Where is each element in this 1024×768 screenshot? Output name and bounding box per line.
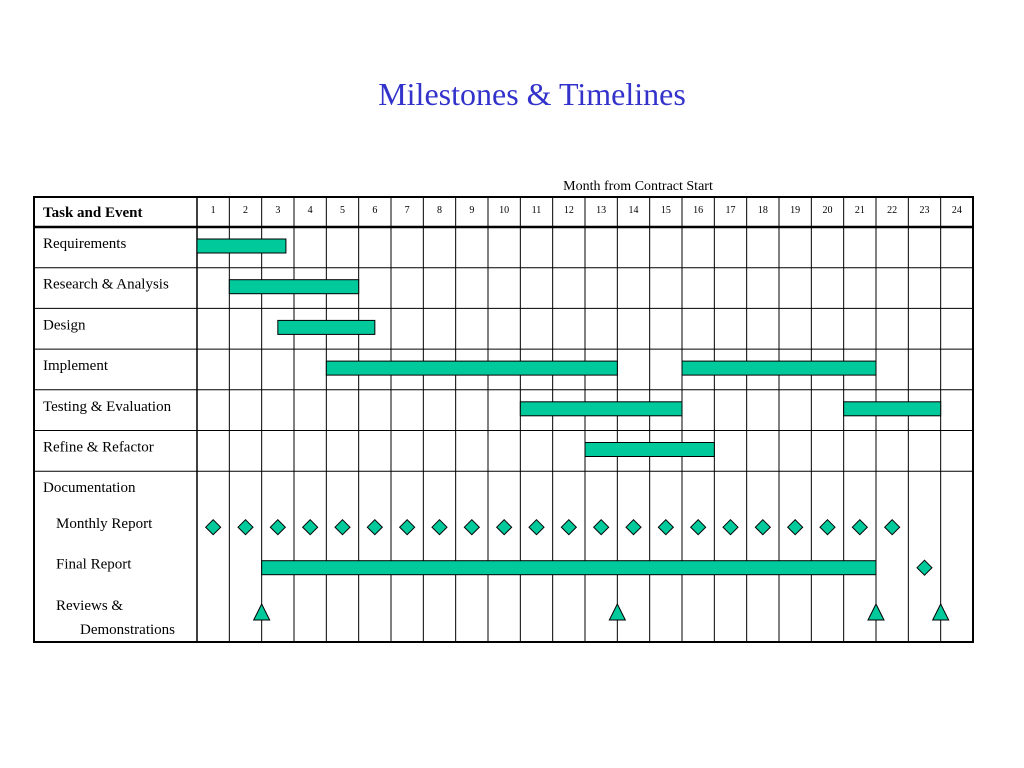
month-tick-9: 9 — [469, 205, 475, 216]
month-tick-17: 17 — [725, 205, 736, 216]
milestone-diamond-monthly-report-6 — [400, 520, 415, 535]
month-tick-16: 16 — [693, 205, 704, 216]
milestone-diamond-monthly-report-5 — [367, 520, 382, 535]
milestone-triangle-2 — [868, 604, 884, 620]
month-tick-11: 11 — [531, 205, 542, 216]
month-tick-21: 21 — [854, 205, 865, 216]
milestone-diamond-monthly-report-1 — [238, 520, 253, 535]
milestone-diamond-monthly-report-15 — [691, 520, 706, 535]
milestone-diamond-monthly-report-16 — [723, 520, 738, 535]
month-tick-3: 3 — [275, 205, 281, 216]
milestone-triangle-3 — [933, 604, 949, 620]
milestone-diamond-monthly-report-0 — [206, 520, 221, 535]
milestone-diamond-monthly-report-3 — [303, 520, 318, 535]
milestone-diamond-monthly-report-17 — [755, 520, 770, 535]
row-label-reviews-demonstrations-1: Reviews & — [56, 598, 124, 614]
table-border — [34, 197, 973, 642]
month-tick-13: 13 — [596, 205, 607, 216]
milestone-diamond-monthly-report-19 — [820, 520, 835, 535]
bar-implement-0 — [326, 361, 617, 375]
row-label-final-report: Final Report — [56, 556, 132, 573]
axis-caption: Month from Contract Start — [563, 179, 713, 194]
header-task-and-event: Task and Event — [43, 205, 143, 221]
bar-final-report-0 — [262, 561, 876, 575]
milestone-diamond-monthly-report-12 — [594, 520, 609, 535]
milestone-diamond-monthly-report-18 — [788, 520, 803, 535]
month-tick-6: 6 — [372, 205, 378, 216]
month-tick-24: 24 — [951, 205, 962, 216]
month-tick-2: 2 — [243, 205, 248, 216]
milestone-diamond-monthly-report-20 — [852, 520, 867, 535]
milestone-diamond-monthly-report-4 — [335, 520, 350, 535]
row-label-documentation: Documentation — [43, 480, 136, 497]
month-tick-18: 18 — [757, 205, 768, 216]
row-label-refine-refactor: Refine & Refactor — [43, 439, 154, 456]
month-tick-10: 10 — [499, 205, 510, 216]
milestone-diamond-monthly-report-8 — [464, 520, 479, 535]
month-tick-20: 20 — [822, 205, 833, 216]
bar-implement-1 — [682, 361, 876, 375]
milestone-diamond-monthly-report-9 — [497, 520, 512, 535]
month-tick-23: 23 — [919, 205, 930, 216]
page-title: Milestones & Timelines — [378, 76, 686, 112]
month-tick-19: 19 — [790, 205, 801, 216]
month-tick-8: 8 — [437, 205, 442, 216]
milestone-diamond-monthly-report-21 — [885, 520, 900, 535]
milestone-triangle-1 — [609, 604, 625, 620]
month-tick-5: 5 — [340, 205, 345, 216]
month-tick-14: 14 — [628, 205, 639, 216]
milestone-diamond-monthly-report-10 — [529, 520, 544, 535]
row-label-implement: Implement — [43, 358, 108, 375]
row-label-testing-evaluation: Testing & Evaluation — [43, 398, 172, 415]
month-tick-12: 12 — [563, 205, 574, 216]
milestone-diamond-final-report-0 — [917, 560, 932, 575]
bar-design-0 — [278, 320, 375, 334]
month-tick-7: 7 — [404, 205, 410, 216]
month-tick-4: 4 — [307, 205, 313, 216]
bar-refine-refactor-0 — [585, 443, 714, 457]
milestone-diamond-monthly-report-13 — [626, 520, 641, 535]
row-label-design: Design — [43, 317, 86, 334]
milestone-diamond-monthly-report-11 — [561, 520, 576, 535]
month-tick-1: 1 — [210, 205, 216, 216]
row-label-monthly-report: Monthly Report — [56, 516, 153, 533]
month-tick-22: 22 — [887, 205, 898, 216]
milestone-diamond-monthly-report-2 — [270, 520, 285, 535]
row-label-research-analysis: Research & Analysis — [43, 276, 169, 293]
row-label-reviews-demonstrations-2: Demonstrations — [80, 622, 175, 638]
row-label-requirements: Requirements — [43, 236, 127, 252]
month-tick-15: 15 — [660, 205, 671, 216]
bar-testing-evaluation-0 — [520, 402, 682, 416]
bar-research-analysis-0 — [229, 280, 358, 294]
bar-testing-evaluation-1 — [844, 402, 941, 416]
milestone-diamond-monthly-report-14 — [658, 520, 673, 535]
milestone-diamond-monthly-report-7 — [432, 520, 447, 535]
milestone-triangle-0 — [254, 604, 270, 620]
bar-requirements-0 — [197, 239, 286, 253]
